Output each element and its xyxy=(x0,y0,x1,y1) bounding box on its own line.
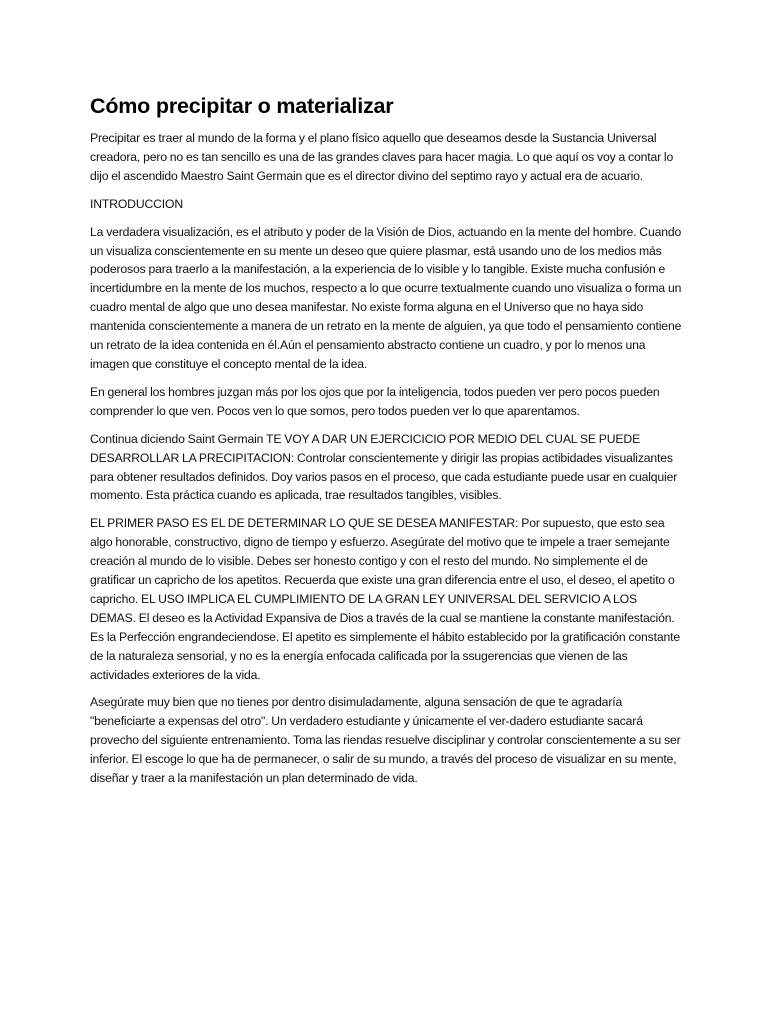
paragraph-visualizacion: La verdadera visualización, es el atributo y poder de la Visión de Dios, actuando en la mente del hombre. Cuando un visualiza conscientemente en su mente un deseo que quiere plasmar, está usando uno de los medios más poderosos para traerlo a la manifestación, a la experiencia de lo visible y lo tangible. Existe mucha confusión e incertidumbre en la mente de los muchos, respecto a lo que ocurre textualmente cuando uno visualiza o forma un cuadro mental de algo que uno desea manifestar. No existe forma alguna en el Universo que no haya sido mantenida conscientemente a manera de un retrato en la mente de alguien, ya que todo el pensamiento contiene un retrato de la idea contenida en él.Aún el pensamiento abstracto contiene un cuadro, y por lo menos una imagen que constituye el concepto mental de la idea. xyxy=(90,224,682,371)
paragraph-primer-paso: EL PRIMER PASO ES EL DE DETERMINAR LO QUE SE DESEA MANIFESTAR: Por supuesto, que esto sea algo honorable, constructivo, digno de tiempo y esfuerzo. Asegúrate del motivo que te impele a traer semejante creación al mundo de lo visible. Debes ser honesto contigo y con el resto del mundo. No simplemente el de gratificar un capricho de los apetitos. Recuerda que existe una gran diferencia entre el uso, el deseo, el apetito o capricho. EL USO IMPLICA EL CUMPLIMIENTO DE LA GRAN LEY UNIVERSAL DEL SERVICIO A LOS DEMAS. El deseo es la Actividad Expansiva de Dios a través de la cual se mantiene la constante manifestación. Es la Perfección engrandeciendose. El apetito es simplemente el hábito establecido por la gratificación constante de la naturaleza sensorial, y no es la energía enfocada calificada por la ssugerencias que vienen de las actividades exteriores de la vida. xyxy=(90,516,680,682)
section-heading-introduccion: INTRODUCCION xyxy=(90,196,183,211)
paragraph-ejercicio: Continua diciendo Saint Germain TE VOY A DAR UN EJERCICICIO POR MEDIO DEL CUAL SE PUEDE DESARROLLAR LA PRECIPITACION: Controlar conscientemente y dirigir las propias actibidades visualizantes para obtener resultados definidos. Doy varios pasos en el proceso, que cada estudiante puede usar en cualquier momento. Esta práctica cuando es aplicada, trae resultados tangibles, visibles. xyxy=(90,431,678,503)
document-title: Cómo precipitar o materializar xyxy=(90,94,394,118)
document-page xyxy=(90,92,682,797)
paragraph-intro: Precipitar es traer al mundo de la forma y el plano físico aquello que deseamos desde la Sustancia Universal creadora, pero no es tan sencillo es una de las grandes claves para hacer magia. Lo que aquí os voy a contar lo dijo el ascendido Maestro Saint Germain que es el director divino del septimo rayo y actual era de acuario. xyxy=(90,131,674,183)
paragraph-juzgan: En general los hombres juzgan más por los ojos que por la inteligencia, todos pueden ver pero pocos pueden comprender lo que ven. Pocos ven lo que somos, pero todos pueden ver lo que aparentamos. xyxy=(90,384,660,418)
paragraph-asegurate: Asegúrate muy bien que no tienes por dentro disimuladamente, alguna sensación de que te agradaría "beneficiarte a expensas del otro". Un verdadero estudiante y únicamente el ver-dadero estudiante sacará provecho del siguiente entrenamiento. Toma las riendas resuelve disciplinar y controlar conscientemente a su ser inferior. El escoge lo que ha de permanecer, o salir de su mundo, a través del proceso de visualizar en su mente, diseñar y traer a la manifestación un plan determinado de vida. xyxy=(90,695,681,786)
